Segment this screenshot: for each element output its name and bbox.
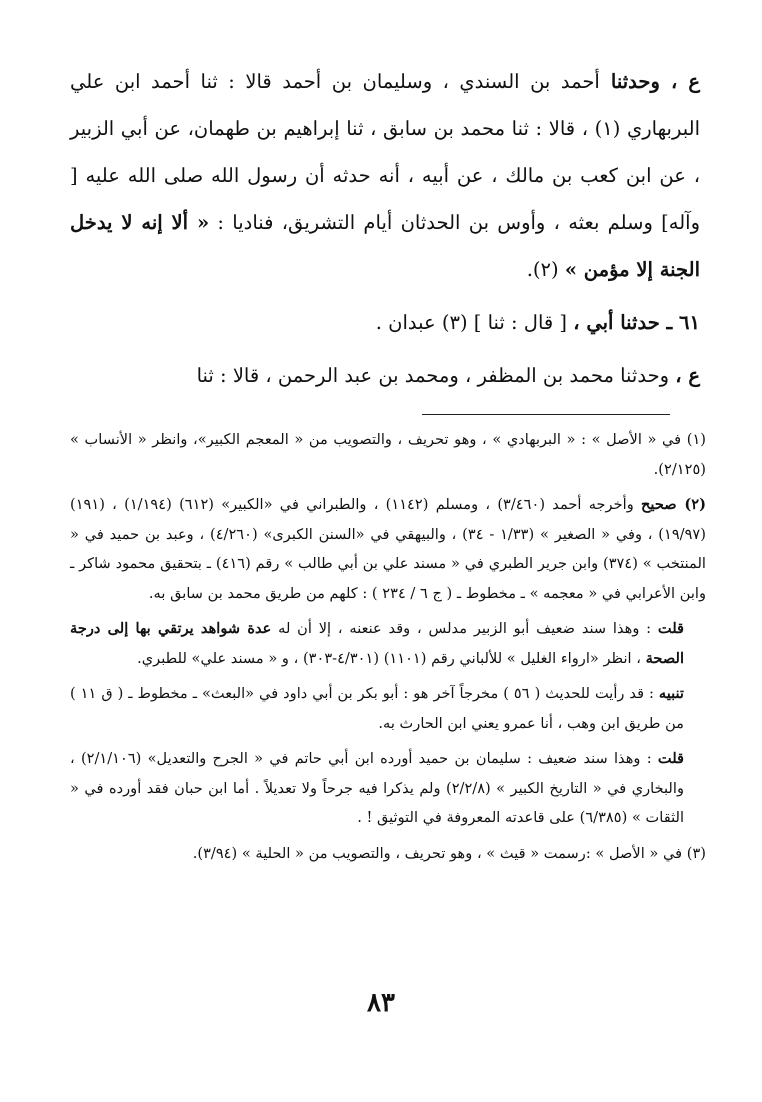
tanbih-label: تنبيه [658,685,684,702]
footnote-2-comment-1 [70,614,706,673]
footnote-2-note [70,679,706,738]
bracket-insert: [ قال : ثنا ] [467,311,574,334]
ayn-symbol: ع ، [670,70,701,93]
footnote-1: (١) في « الأصل » : « البربهادي » ، وهو تحريف ، والتصويب من « المعجم الكبير»، وانظر « الأنساب » (٢/١٢٥). [70,431,706,478]
footnote-3: (٣) في « الأصل » :رسمت « قيث » ، وهو تحريف ، والتصويب من « الحلية » (٣/٩٤). [192,844,706,862]
qultu-label-2: قلت [657,750,684,767]
footnote-separator [422,414,670,415]
footnote-ref-2[interactable]: (٢). [526,258,565,281]
main-text [70,58,700,399]
footnotes [70,425,706,868]
footnote-2-comment-2 [70,744,706,833]
hadith-61-isnad [70,352,700,399]
isnad-text-cont: ، قالا : ثنا محمد بن سابق ، ثنا إبراهيم بن طهمان، عن أبي الزبير ، عن ابن كعب بن مالك ، عن أبيه ، أنه حدثه أن رسول الله صلى الله عليه [ وآله] وسلم بعثه ، وأوس بن الحدثان أيام التشريق، فناديا : [70,117,700,234]
narrator-name: عبدان . [375,311,442,334]
hadith-61-heading [70,299,700,346]
footnote-2-text: وأخرجه أحمد (٣/٤٦٠) ، ومسلم (١١٤٢) ، والطبراني في «الكبير» (٦١٢) (١/١٩٤) ، (١٩١) (١٩/٩٧) ، وفي « الصغير » (١/٣٣ - ٣٤) ، والبيهقي في «السنن الكبرى» (٤/٢٦٠) ، وعبد بن حميد في « المنتخب » (٣٧٤) وابن جرير الطبري في « مسند علي بن أبي طالب » رقم (٤١٦) ـ بتحقيق محمود شاكر ـ وابن الأعرابي في « معجمه » ـ مخطوط ـ ( ج ٦ / ٢٣٤ ) : كلهم من طريق محمد بن سابق به. [70,496,706,602]
hadith-60-paragraph [70,58,700,293]
ayn-symbol-2: ع ، [675,364,700,387]
isnad-line: وحدثنا محمد بن المظفر ، ومحمد بن عبد الرحمن ، قالا : ثنا [196,364,676,387]
comment-end: ، انظر «ارواء الغليل » للألباني رقم (١١٠١) (٤/٣٠١-٣٠٣) ، و « مسند علي» للطبري. [137,649,646,667]
hadith-number: ٦١ ـ حدثنا أبي ، [573,311,700,334]
isnad-text: أحمد بن السندي ، وسليمان بن أحمد قالا : ثنا أحمد ابن علي البربهاري [70,70,700,140]
comment-text: : وهذا سند ضعيف أبو الزبير مدلس ، وقد عنعنه ، إلا أن له [271,620,658,637]
tanbih-text: : قد رأيت للحديث ( ٥٦ ) مخرجاً آخر هو : أبو بكر بن أبي داود في «البعث» ـ مخطوط ـ ( ق ١١ ) من طريق ابن وهب ، أنا عمرو يعني ابن الحارث به. [70,685,684,732]
comment-bold: عدة شواهد يرتقي بها إلى درجة الصحة [70,620,684,667]
footnote-2-label: (٢) صحيح [641,496,706,513]
hadith-matn: « ألا إنه لا يدخل الجنة إلا مؤمن » [70,211,700,281]
qultu-label: قلت [657,620,684,637]
footnote-2 [70,490,706,608]
narration-verb: وحدثنا [599,70,671,93]
page-number: ٨٣ [367,988,395,1018]
footnote-ref-1[interactable]: (١) [594,117,621,140]
comment-text-2: : وهذا سند ضعيف : سليمان بن حميد أورده ابن أبي حاتم في « الجرح والتعديل» (٢/١/١٠٦) ، والبخاري في « التاريخ الكبير » (٢/٢/٨) ولم يذكرا فيه جرحاً ولا تعديلاً . أما ابن حبان فقد أورده في « الثقات » (٦/٣٨٥) على قاعدته المعروفة في التوثيق ! . [70,750,684,826]
footnote-ref-3[interactable]: (٣) [441,311,468,334]
